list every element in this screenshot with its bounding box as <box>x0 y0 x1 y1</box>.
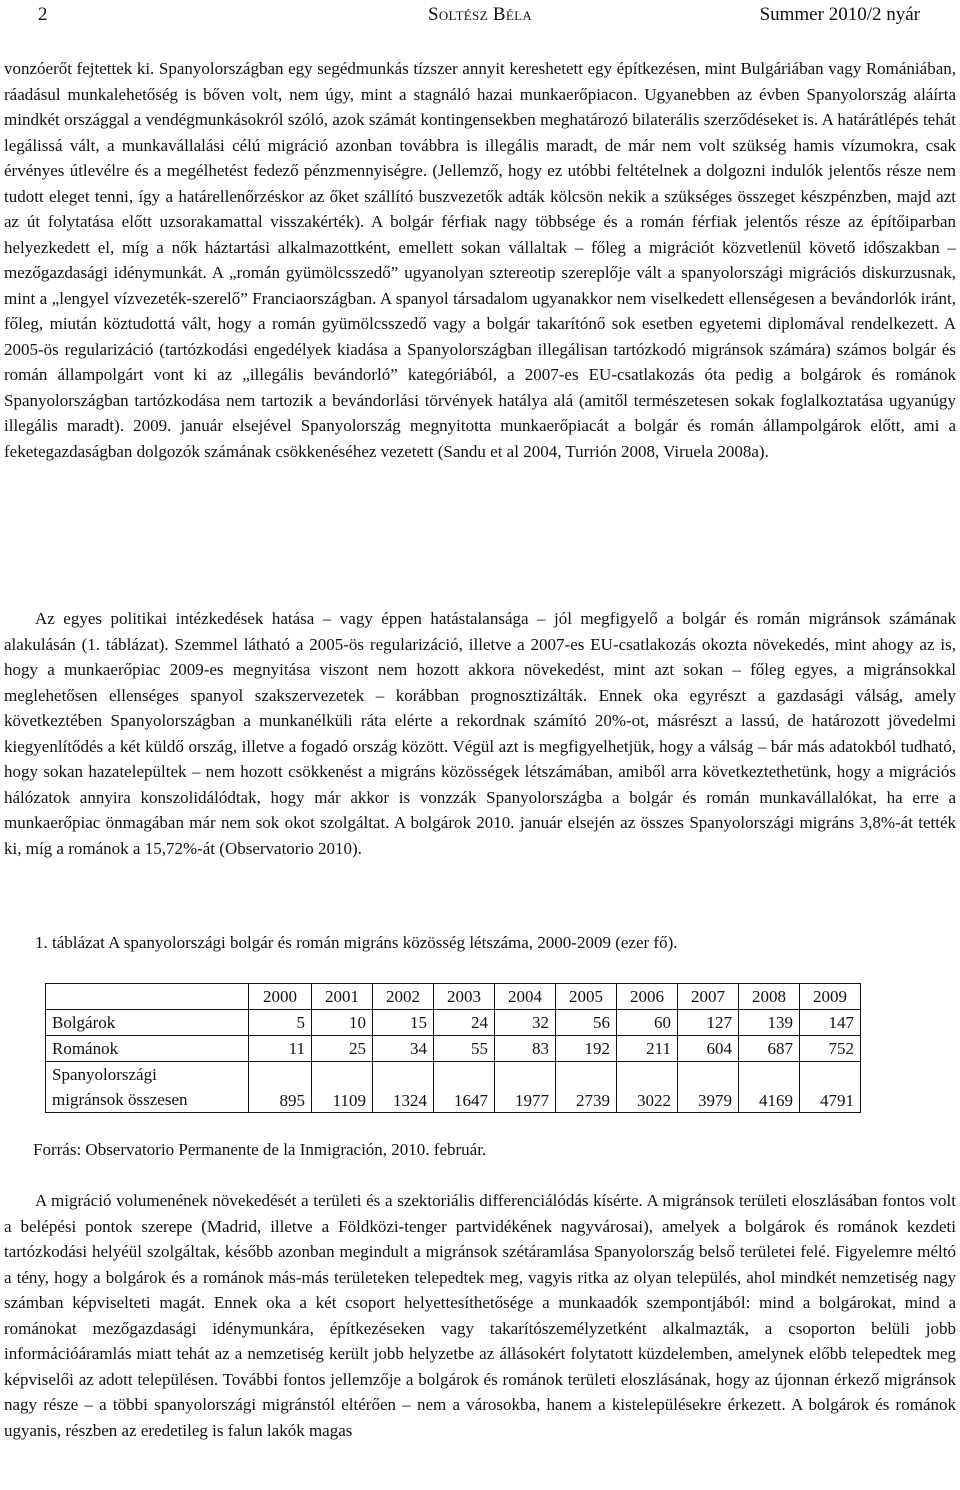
value-cell: 4791 <box>800 1062 861 1113</box>
value-cell: 752 <box>800 1036 861 1062</box>
value-cell: 1647 <box>434 1062 495 1113</box>
value-cell: 32 <box>495 1010 556 1036</box>
value-cell: 83 <box>495 1036 556 1062</box>
value-cell: 60 <box>617 1010 678 1036</box>
table-row-romanians <box>46 1036 861 1062</box>
running-header-issue: Summer 2010/2 nyár <box>759 4 920 25</box>
value-cell: 604 <box>678 1036 739 1062</box>
table-caption: 1. táblázat A spanyolországi bolgár és román migráns közösség létszáma, 2000-2009 (ezer fő). <box>35 933 678 952</box>
value-cell: 192 <box>556 1036 617 1062</box>
value-cell: 895 <box>249 1062 312 1113</box>
row-label-line: migránsok összesen <box>52 1090 188 1109</box>
table-header-row <box>46 984 861 1010</box>
value-cell: 147 <box>800 1010 861 1036</box>
body-paragraph-2: Az egyes politikai intézkedések hatása – vagy éppen hatástalansága – jól megfigyelő a bolgár és román migránsok számának alakulásán (1. táblázat). Szemmel látható a 2005-ös regularizáció, illetve a 2007-es EU-csatlakozás okozta növekedés, mint ahogy az is, hogy a munkaerőpiac 2009-es megnyitása viszont nem hozott akkora növekedést, mint azt sokan – főleg egyes, a migránsokkal meglehetősen ellenséges spanyol szakszervezetek – korábban prognosztizálták. Ennek oka egyrészt a gazdasági válság, amely következtében Spanyolországban a munkanélküli ráta elérte a rekordnak számító 20%-ot, másrészt a lassú, de határozott jövedelmi kiegyenlítődés a két küldő ország, illetve a fogadó ország között. Végül azt is megfigyelhetjük, hogy a válság – bár más adatokból tudható, hogy sokan hazatelepültek – nem hozott csökkenést a migráns közösségek létszámában, amiből arra következtethetünk, hogy a migrációs hálózatok annyira konszolidálódtak, hogy már akkor is vonzzák Spanyolországba a bolgár és román munkavállalókat, ha erre a munkaerőpiac önmagában már nem sok okot szolgáltat. A bolgárok 2010. január elsején az összes Spanyolországi migráns 3,8%-át tették ki, míg a románok a 15,72%-át (Observatorio 2010). <box>4 609 956 858</box>
value-cell: 55 <box>434 1036 495 1062</box>
running-header <box>0 0 960 30</box>
value-cell: 127 <box>678 1010 739 1036</box>
year-header-cell: 2006 <box>617 984 678 1010</box>
value-cell: 687 <box>739 1036 800 1062</box>
running-header-author: Soltész Béla <box>427 4 533 25</box>
value-cell: 10 <box>312 1010 373 1036</box>
migrant-population-table <box>45 983 861 1113</box>
value-cell: 211 <box>617 1036 678 1062</box>
year-header-cell: 2004 <box>495 984 556 1010</box>
value-cell: 5 <box>249 1010 312 1036</box>
year-header-cell: 2001 <box>312 984 373 1010</box>
value-cell: 34 <box>373 1036 434 1062</box>
row-label-cell: Románok <box>46 1036 249 1062</box>
value-cell: 1324 <box>373 1062 434 1113</box>
row-label-cell: Bolgárok <box>46 1010 249 1036</box>
year-header-cell: 2002 <box>373 984 434 1010</box>
year-header-cell: 2003 <box>434 984 495 1010</box>
value-cell: 25 <box>312 1036 373 1062</box>
table-source-note: Forrás: Observatorio Permanente de la Inmigración, 2010. február. <box>33 1140 487 1159</box>
year-header-cell: 2000 <box>249 984 312 1010</box>
value-cell: 24 <box>434 1010 495 1036</box>
year-header-cell: 2008 <box>739 984 800 1010</box>
value-cell: 3979 <box>678 1062 739 1113</box>
value-cell: 56 <box>556 1010 617 1036</box>
value-cell: 139 <box>739 1010 800 1036</box>
row-label-line: Spanyolországi <box>52 1065 157 1084</box>
value-cell: 1109 <box>312 1062 373 1113</box>
table-row-bulgarians <box>46 1010 861 1036</box>
row-label-cell <box>46 1062 249 1113</box>
page-number: 2 <box>38 4 48 25</box>
value-cell: 11 <box>249 1036 312 1062</box>
year-header-cell: 2005 <box>556 984 617 1010</box>
value-cell: 2739 <box>556 1062 617 1113</box>
body-paragraph-1: vonzóerőt fejtettek ki. Spanyolországban egy segédmunkás tízszer annyit kereshetett egy építkezésen, mint Bulgáriában vagy Romániában, ráadásul munkalehetőség is bőven volt, nem úgy, mint a stagnáló hazai munkaerőpiacon. Ugyanebben az évben Spanyolország aláírta mindkét országgal a vendégmunkásokról szóló, azok számát kontingensekben meghatározó bilaterális szerződéseket is. A határátlépés tehát legálissá vált, a munkavállalási célú migráció azonban továbbra is illegális maradt, de már nem volt szükség hamis vízumokra, csak érvényes útlevélre és a megélhetést fedező pénzmennyiségre. (Jellemző, hogy ez utóbbi feltételnek a dolgozni indulók jelentős része nem tudott eleget tenni, így a határellenőrzéskor az őket szállító buszvezetők adták kölcsön nekik a szükséges összeget készpénzben, majd azt az út folytatása előtt uzsorakamattal visszakérték). A bolgár férfiak nagy többsége és a román férfiak jelentős része az építőiparban helyezkedett el, míg a nők háztartási alkalmazottként, emellett sokan vállaltak – főleg a migrációt közvetlenül követő időszakban – mezőgazdasági idénymunkát. A „román gyümölcsszedő” ugyanolyan sztereotip szereplője vált a spanyolországi migrációs diskurzusnak, mint a „lengyel vízvezeték-szerelő” Franciaországban. A spanyol társadalom ugyanakkor nem viselkedett ellenségesen a bevándorlók iránt, főleg, miután köztudottá vált, hogy a román gyümölcsszedő vagy a bolgár takarítónő sok esetben egyetemi diplomával rendelkezett. A 2005-ös regularizáció (tartózkodási engedélyek kiadása a Spanyolországban illegálisan tartózkodó migránsok számára) számos bolgár és román állampolgárt vont ki az „illegális bevándorló” kategóriából, a 2007-es EU-csatlakozás óta pedig a bolgárok és románok Spanyolországban tartózkodása nem tartozik a bevándorlási törvények hatálya alá (amitől természetesen sokak foglalkoztatása ugyanúgy illegális maradt). 2009. január elsejével Spanyolország megnyitotta munkaerőpiacát a bolgár és román állampolgárok előtt, ami a feketegazdaságban dolgozók számának csökkenéséhez vezetett (Sandu et al 2004, Turrión 2008, Viruela 2008a). <box>4 59 956 461</box>
value-cell: 1977 <box>495 1062 556 1113</box>
value-cell: 3022 <box>617 1062 678 1113</box>
value-cell: 15 <box>373 1010 434 1036</box>
table-corner-cell <box>46 984 249 1010</box>
value-cell: 4169 <box>739 1062 800 1113</box>
year-header-cell: 2009 <box>800 984 861 1010</box>
table-row-total-migrants <box>46 1062 861 1113</box>
year-header-cell: 2007 <box>678 984 739 1010</box>
body-paragraph-3: A migráció volumenének növekedését a területi és a szektoriális differenciálódás kísérte. A migránsok területi eloszlásában fontos volt a belépési pontok szerepe (Madrid, illetve a Földközi-tenger partvidékének nagyvárosai), amelyek a bolgárok és románok kezdeti tartózkodási helyéül szolgáltak, később azonban megindult a migránsok szétáramlása Spanyolország belső területei felé. Figyelemre méltó a tény, hogy a bolgárok és a románok más-más területeken telepedtek meg, vagyis ritka az olyan település, ahol mindkét nemzetiség nagy számban képviselteti magát. Ennek oka a két csoport helyettesíthetősége a munkaadók szempontjából: mind a bolgárokat, mind a románokat mezőgazdasági idénymunkára, építkezéseken vagy takarítószemélyzetként alkalmazták, a csoporton belüli jobb információáramlás miatt tehát az a nemzetiség került jobb helyzetbe az állásokért folytatott küzdelemben, amelynek előbb telepedtek meg képviselői az adott településen. További fontos jellemzője a bolgárok és románok területi eloszlásának, hogy az újonnan érkező migránsok nagy része – a többi spanyolországi migránstól eltérően – nem a városokba, hanem a kistelepülésekre érkezett. A bolgárok és románok ugyanis, részben az eredetileg is falun lakók magas <box>4 1191 956 1440</box>
